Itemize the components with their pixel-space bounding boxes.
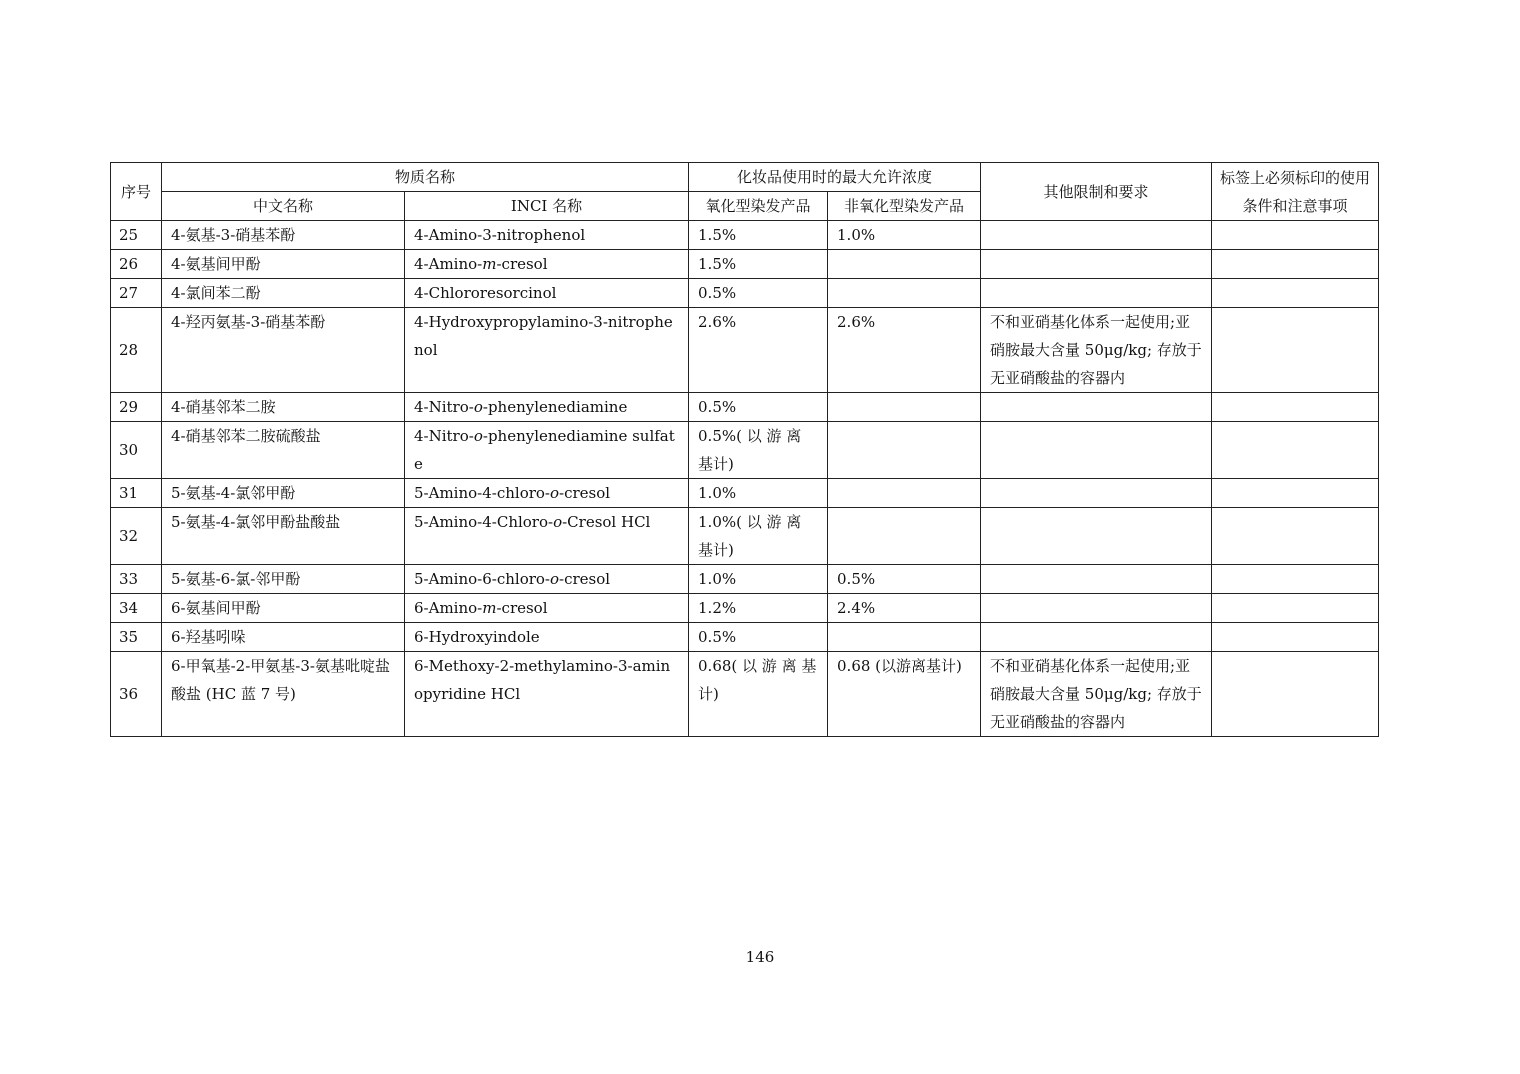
- table-row: [111, 565, 1379, 594]
- cell-label-conditions: [1212, 308, 1379, 393]
- cell-label-conditions: [1212, 479, 1379, 508]
- header-chinese-name: 中文名称: [162, 192, 405, 221]
- cell-other-limits: [981, 422, 1212, 479]
- header-inci-name: INCI 名称: [405, 192, 689, 221]
- cell-seq: 34: [111, 594, 162, 623]
- cell-label-conditions: [1212, 652, 1379, 737]
- cell-chinese-name: 4-羟丙氨基-3-硝基苯酚: [162, 308, 405, 393]
- cell-label-conditions: [1212, 250, 1379, 279]
- cell-oxidative: 1.0%: [689, 479, 828, 508]
- cell-label-conditions: [1212, 594, 1379, 623]
- cell-other-limits: 不和亚硝基化体系一起使用;亚硝胺最大含量 50μg/kg; 存放于无亚硝酸盐的容器内: [981, 652, 1212, 737]
- cell-inci-name: 5-Amino-4-Chloro-o-Cresol HCl: [405, 508, 689, 565]
- cell-inci-name: 4-Amino-3-nitrophenol: [405, 221, 689, 250]
- table-row: [111, 623, 1379, 652]
- cell-non-oxidative: 0.68 (以游离基计): [828, 652, 981, 737]
- cell-seq: 31: [111, 479, 162, 508]
- table-row: [111, 279, 1379, 308]
- cell-label-conditions: [1212, 565, 1379, 594]
- header-substance-name: 物质名称: [162, 163, 689, 192]
- cell-other-limits: [981, 623, 1212, 652]
- header-seq: 序号: [111, 163, 162, 221]
- cell-chinese-name: 6-羟基吲哚: [162, 623, 405, 652]
- cell-chinese-name: 6-氨基间甲酚: [162, 594, 405, 623]
- cell-chinese-name: 4-氯间苯二酚: [162, 279, 405, 308]
- cell-chinese-name: 4-硝基邻苯二胺硫酸盐: [162, 422, 405, 479]
- restricted-substances-table: [110, 162, 1379, 737]
- cell-seq: 30: [111, 422, 162, 479]
- cell-other-limits: [981, 393, 1212, 422]
- cell-other-limits: [981, 508, 1212, 565]
- page-number: 146: [745, 948, 775, 966]
- cell-oxidative: 0.5%( 以 游 离 基计): [689, 422, 828, 479]
- cell-label-conditions: [1212, 508, 1379, 565]
- cell-inci-name: 5-Amino-4-chloro-o-cresol: [405, 479, 689, 508]
- table-row: [111, 221, 1379, 250]
- table-row: [111, 594, 1379, 623]
- table-row: [111, 652, 1379, 737]
- cell-label-conditions: [1212, 623, 1379, 652]
- cell-oxidative: 0.68( 以 游 离 基计): [689, 652, 828, 737]
- cell-seq: 33: [111, 565, 162, 594]
- table-row: [111, 250, 1379, 279]
- cell-non-oxidative: 2.4%: [828, 594, 981, 623]
- cell-oxidative: 2.6%: [689, 308, 828, 393]
- cell-inci-name: 5-Amino-6-chloro-o-cresol: [405, 565, 689, 594]
- cell-seq: 28: [111, 308, 162, 393]
- cell-chinese-name: 6-甲氧基-2-甲氨基-3-氨基吡啶盐酸盐 (HC 蓝 7 号): [162, 652, 405, 737]
- cell-oxidative: 0.5%: [689, 279, 828, 308]
- cell-oxidative: 1.2%: [689, 594, 828, 623]
- cell-inci-name: 4-Nitro-o-phenylenediamine: [405, 393, 689, 422]
- table-row: [111, 479, 1379, 508]
- table-row: [111, 508, 1379, 565]
- cell-inci-name: 4-Chlororesorcinol: [405, 279, 689, 308]
- header-label-conditions: 标签上必须标印的使用条件和注意事项: [1212, 163, 1379, 221]
- cell-seq: 29: [111, 393, 162, 422]
- cell-seq: 25: [111, 221, 162, 250]
- cell-other-limits: [981, 250, 1212, 279]
- cell-non-oxidative: 1.0%: [828, 221, 981, 250]
- header-max-concentration: 化妆品使用时的最大允许浓度: [689, 163, 981, 192]
- cell-seq: 35: [111, 623, 162, 652]
- cell-oxidative: 1.5%: [689, 250, 828, 279]
- cell-inci-name: 6-Hydroxyindole: [405, 623, 689, 652]
- cell-other-limits: [981, 221, 1212, 250]
- cell-chinese-name: 4-硝基邻苯二胺: [162, 393, 405, 422]
- cell-non-oxidative: [828, 479, 981, 508]
- cell-other-limits: [981, 565, 1212, 594]
- cell-other-limits: 不和亚硝基化体系一起使用;亚硝胺最大含量 50μg/kg; 存放于无亚硝酸盐的容器内: [981, 308, 1212, 393]
- table-row: [111, 422, 1379, 479]
- cell-non-oxidative: [828, 422, 981, 479]
- cell-chinese-name: 5-氨基-6-氯-邻甲酚: [162, 565, 405, 594]
- cell-label-conditions: [1212, 221, 1379, 250]
- cell-chinese-name: 4-氨基-3-硝基苯酚: [162, 221, 405, 250]
- cell-label-conditions: [1212, 422, 1379, 479]
- cell-non-oxidative: 0.5%: [828, 565, 981, 594]
- cell-inci-name: 4-Nitro-o-phenylenediamine sulfate: [405, 422, 689, 479]
- cell-inci-name: 6-Amino-m-cresol: [405, 594, 689, 623]
- table-body: [111, 221, 1379, 737]
- cell-chinese-name: 4-氨基间甲酚: [162, 250, 405, 279]
- cell-non-oxidative: [828, 250, 981, 279]
- cell-chinese-name: 5-氨基-4-氯邻甲酚盐酸盐: [162, 508, 405, 565]
- cell-non-oxidative: 2.6%: [828, 308, 981, 393]
- cell-inci-name: 6-Methoxy-2-methylamino-3-aminopyridine HCl: [405, 652, 689, 737]
- cell-label-conditions: [1212, 279, 1379, 308]
- cell-seq: 26: [111, 250, 162, 279]
- cell-oxidative: 1.5%: [689, 221, 828, 250]
- cell-label-conditions: [1212, 393, 1379, 422]
- cell-oxidative: 0.5%: [689, 393, 828, 422]
- header-oxidative: 氧化型染发产品: [689, 192, 828, 221]
- cell-other-limits: [981, 594, 1212, 623]
- cell-seq: 36: [111, 652, 162, 737]
- cell-inci-name: 4-Hydroxypropylamino-3-nitrophenol: [405, 308, 689, 393]
- header-other-limits: 其他限制和要求: [981, 163, 1212, 221]
- cell-non-oxidative: [828, 279, 981, 308]
- cell-non-oxidative: [828, 393, 981, 422]
- cell-seq: 32: [111, 508, 162, 565]
- cell-oxidative: 1.0%( 以 游 离 基计): [689, 508, 828, 565]
- cell-non-oxidative: [828, 508, 981, 565]
- cell-oxidative: 1.0%: [689, 565, 828, 594]
- cell-other-limits: [981, 279, 1212, 308]
- table-row: [111, 393, 1379, 422]
- cell-seq: 27: [111, 279, 162, 308]
- cell-non-oxidative: [828, 623, 981, 652]
- table-row: [111, 308, 1379, 393]
- table-header: [111, 163, 1379, 221]
- cell-inci-name: 4-Amino-m-cresol: [405, 250, 689, 279]
- cell-chinese-name: 5-氨基-4-氯邻甲酚: [162, 479, 405, 508]
- header-non-oxidative: 非氧化型染发产品: [828, 192, 981, 221]
- cell-oxidative: 0.5%: [689, 623, 828, 652]
- cell-other-limits: [981, 479, 1212, 508]
